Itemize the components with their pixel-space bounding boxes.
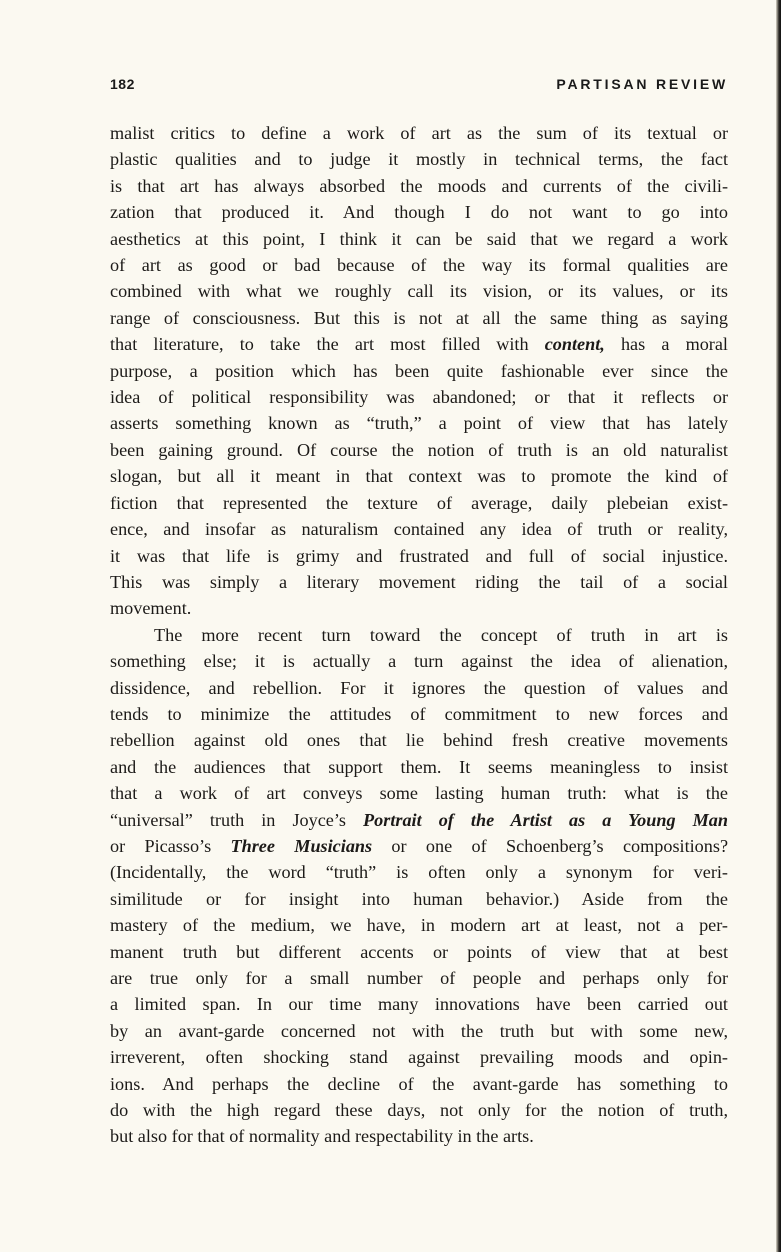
text-run: are true only for a small number of people and perhaps only for xyxy=(110,968,728,988)
text-run: zation that produced it. And though I do not want to go into xyxy=(110,202,728,223)
text-run: dissidence, and rebellion. For it ignores the question of values and xyxy=(110,677,728,698)
text-line xyxy=(110,727,728,753)
text-line xyxy=(110,754,728,780)
text-run: and the audiences that support them. It seems meaningless to insist xyxy=(110,756,728,777)
text-run: aesthetics at this point, I think it can be said that we regard a work xyxy=(110,228,728,249)
text-run: malist critics to define a work of art as the sum of its textual or xyxy=(110,123,728,143)
text-run: plastic qualities and to judge it mostly in technical terms, the fact xyxy=(110,149,728,170)
text-run: “universal” truth in Joyce’s xyxy=(110,809,364,830)
text-run: that a work of art conveys some lasting human truth: what is the xyxy=(110,783,728,804)
text-run: do with the high regard these days, not only for the notion of truth, xyxy=(110,1100,728,1121)
text-run: combined with what we roughly call its vision, or its values, or its xyxy=(110,281,728,302)
text-run: asserts something known as “truth,” a point of view that has lately xyxy=(110,413,728,434)
text-run: been gaining ground. Of course the notion of truth is an old naturalist xyxy=(110,439,728,460)
page-edge-shadow xyxy=(776,0,781,1252)
text-line xyxy=(110,886,728,912)
text-line xyxy=(110,437,728,463)
text-line xyxy=(110,146,728,172)
text-run: manent truth but different accents or points of view that at best xyxy=(110,941,728,962)
text-run: The more recent turn toward the concept of truth in art is xyxy=(154,624,728,645)
text-run: it was that life is grimy and frustrated and full of social injustice. xyxy=(110,545,728,566)
text-run: similitude or for insight into human behavior.) Aside from the xyxy=(110,888,728,909)
journal-title: PARTISAN REVIEW xyxy=(556,76,728,92)
text-line xyxy=(110,1071,728,1097)
text-line xyxy=(110,648,728,674)
text-run: irreverent, often shocking stand against prevailing moods and opin- xyxy=(110,1047,728,1068)
text-line xyxy=(110,780,728,806)
italic-title: Portrait of the Artist as a Young Man xyxy=(363,809,728,830)
text-line xyxy=(110,199,728,225)
text-line xyxy=(110,569,728,595)
text-line xyxy=(110,912,728,938)
page-number: 182 xyxy=(110,76,135,92)
paragraph-1 xyxy=(110,120,728,622)
text-line xyxy=(110,991,728,1017)
text-run: purpose, a position which has been quite fashionable ever since the xyxy=(110,360,728,381)
italic-title: Three Musicians xyxy=(230,835,373,856)
text-run: by an avant-garde concerned not with the truth but with some new, xyxy=(110,1020,728,1041)
text-line xyxy=(110,1044,728,1070)
text-run: slogan, but all it meant in that context was to promote the kind of xyxy=(110,466,728,487)
running-head xyxy=(110,76,728,96)
text-line xyxy=(110,833,728,859)
text-line xyxy=(110,543,728,569)
text-run: idea of political responsibility was abandoned; or that it reflects or xyxy=(110,387,728,408)
text-run: that literature, to take the art most filled with xyxy=(110,334,545,355)
italic-title: content, xyxy=(544,334,605,355)
text-line xyxy=(110,120,728,146)
text-line xyxy=(110,939,728,965)
text-run: something else; it is actually a turn against the idea of alienation, xyxy=(110,651,728,672)
text-line xyxy=(110,675,728,701)
paragraph-2 xyxy=(110,622,728,1150)
text-line xyxy=(110,490,728,516)
text-run: (Incidentally, the word “truth” is often only a synonym for veri- xyxy=(110,862,728,883)
text-line xyxy=(110,358,728,384)
text-line xyxy=(110,278,728,304)
text-line xyxy=(110,1018,728,1044)
text-line xyxy=(110,173,728,199)
text-run: or one of Schoenberg’s compositions? xyxy=(372,835,729,856)
text-run: range of consciousness. But this is not at all the same thing as saying xyxy=(110,307,728,328)
text-line xyxy=(110,595,728,621)
text-run: fiction that represented the texture of average, daily plebeian exist- xyxy=(110,492,728,513)
text-line xyxy=(110,807,728,833)
text-line xyxy=(110,410,728,436)
text-line xyxy=(110,463,728,489)
text-run: a limited span. In our time many innovations have been carried out xyxy=(110,994,728,1015)
text-line xyxy=(110,622,728,648)
text-run: of art as good or bad because of the way its formal qualities are xyxy=(110,255,728,276)
text-line xyxy=(110,701,728,727)
text-line xyxy=(110,859,728,885)
text-run: movement. xyxy=(110,598,192,619)
text-run: mastery of the medium, we have, in modern art at least, not a per- xyxy=(110,915,728,936)
text-run: This was simply a literary movement riding the tail of a social xyxy=(110,571,728,592)
text-line xyxy=(110,1123,728,1149)
text-run: ions. And perhaps the decline of the avant-garde has something to xyxy=(110,1073,728,1094)
text-line xyxy=(110,252,728,278)
text-line xyxy=(110,1097,728,1123)
text-run: but also for that of normality and respectability in the arts. xyxy=(110,1126,534,1147)
text-run: is that art has always absorbed the moods and currents of the civili- xyxy=(110,175,728,196)
text-line xyxy=(110,226,728,252)
text-line xyxy=(110,305,728,331)
text-line xyxy=(110,516,728,542)
text-run: tends to minimize the attitudes of commitment to new forces and xyxy=(110,703,728,724)
text-line xyxy=(110,384,728,410)
text-run: rebellion against old ones that lie behind fresh creative movements xyxy=(110,730,728,751)
body-text xyxy=(110,120,728,1150)
text-run: ence, and insofar as naturalism contained any idea of truth or reality, xyxy=(110,519,728,540)
text-run: or Picasso’s xyxy=(110,835,231,856)
text-line xyxy=(110,965,728,991)
text-run: has a moral xyxy=(604,334,728,355)
text-line xyxy=(110,331,728,357)
